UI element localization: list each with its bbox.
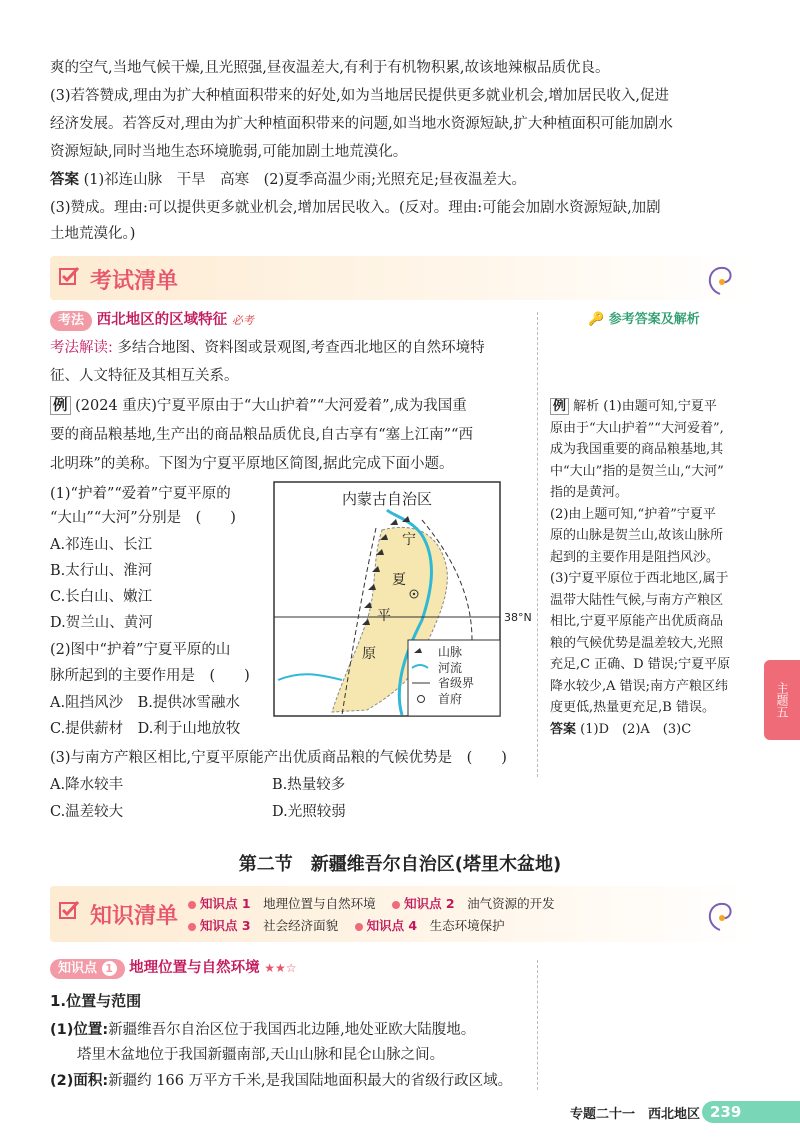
map-char-2: 夏 bbox=[392, 572, 406, 588]
q2-line-2: 脉所起到的主要作用是 ( ) bbox=[50, 668, 250, 684]
q3-option-d: D.光照较弱 bbox=[272, 804, 346, 820]
legend-mountain: 山脉 bbox=[438, 645, 463, 659]
text-line: 爽的空气,当地气候干燥,且光照强,昼夜温差大,有利于有机物积累,故该地辣椒品质优良。 bbox=[50, 60, 610, 76]
banner-title: 考试清单 bbox=[90, 269, 179, 294]
footer-chapter: 专题二十一 西北地区 bbox=[570, 1107, 701, 1122]
checkbox-icon bbox=[58, 899, 80, 921]
analysis-line: 降水较少,A 错误;南方产粮区纬 bbox=[550, 678, 729, 694]
latitude-label: 38°N bbox=[504, 611, 532, 624]
must-test-badge: 必考 bbox=[231, 314, 254, 327]
analysis-line: (2)由上题可知,“护着”宁夏平 bbox=[550, 506, 716, 522]
example-label: 例 bbox=[50, 396, 71, 415]
checkbox-icon bbox=[58, 265, 80, 287]
knowledge-point-row-2: 知识点 3 社会经济面貌 知识点 4 生态环境保护 bbox=[188, 916, 505, 934]
swirl-icon bbox=[700, 894, 740, 934]
analysis-line: 原的山脉是贺兰山,故该山脉所 bbox=[550, 528, 724, 543]
analysis-line: (3)宁夏平原位于西北地区,属于 bbox=[550, 571, 729, 586]
answer-line-2: (3)赞成。理由:可以提供更多就业机会,增加居民收入。(反对。理由:可能会加剧水资源短缺,加剧 bbox=[50, 200, 661, 216]
topic-side-tab[interactable]: 主题五 bbox=[764, 660, 800, 740]
q1-option-b: B.太行山、淮河 bbox=[50, 563, 153, 579]
q1-option-c: C.长白山、嫩江 bbox=[50, 589, 153, 605]
example-line: 例 (2024 重庆)宁夏平原由于“大山护着”“大河爱着”,成为我国重 bbox=[50, 396, 467, 416]
ningxia-map bbox=[272, 480, 532, 740]
banner-title: 知识清单 bbox=[90, 904, 179, 929]
analysis-line: 粮的气候优势是温差较大,光照 bbox=[550, 635, 724, 651]
map-legend bbox=[408, 640, 500, 716]
importance-stars: ★★☆ bbox=[264, 961, 297, 975]
column-divider-2 bbox=[537, 960, 539, 1090]
answer-line bbox=[50, 170, 526, 190]
text-line: 经济发展。若答反对,理由为扩大种植面积带来的问题,如当地水资源短缺,扩大种植面积可能加剧水 bbox=[50, 116, 673, 132]
bullet-icon bbox=[188, 901, 196, 909]
q3-line: (3)与南方产粮区相比,宁夏平原能产出优质商品粮的气候优势是 ( ) bbox=[50, 750, 507, 766]
q1-line-2: “大山”“大河”分别是 ( ) bbox=[50, 510, 236, 526]
kaofa-title: 西北地区的区域特征 bbox=[96, 312, 228, 328]
analysis-line: 例 解析 (1)由题可知,宁夏平 bbox=[550, 396, 750, 418]
section-title: 第二节 新疆维吾尔自治区(塔里木盆地) bbox=[238, 854, 562, 875]
q1-option-d: D.贺兰山、黄河 bbox=[50, 615, 153, 631]
kp1-header bbox=[50, 958, 297, 979]
analysis-line: 充足,C 正确、D 错误;宁夏平原 bbox=[550, 657, 731, 672]
bullet-icon bbox=[392, 901, 400, 909]
legend-capital: 首府 bbox=[438, 692, 463, 706]
analysis-line: 度更低,热量更充足,B 错误。 bbox=[550, 700, 715, 715]
q1-line: (1)“护着”“爱着”宁夏平原的 bbox=[50, 486, 231, 502]
area-line: (2)面积:新疆约 166 万平方千米,是我国陆地面积最大的省级行政区域。 bbox=[50, 1073, 513, 1089]
q3-option-c: C.温差较大 bbox=[50, 804, 124, 820]
page-number: 239 bbox=[702, 1101, 800, 1123]
knowledge-point-row-1: 知识点 1 地理位置与自然环境 知识点 2 油气资源的开发 bbox=[188, 894, 555, 912]
answer-line-3: 土地荒漠化。) bbox=[50, 226, 136, 242]
reference-answer-header: 🔑 参考答案及解析 bbox=[588, 312, 700, 327]
swirl-icon bbox=[700, 258, 740, 298]
map-char-4: 原 bbox=[362, 646, 376, 662]
kaofa-tag: 考法 bbox=[50, 311, 92, 331]
kaofa-interp-2: 征、人文特征及其相互关系。 bbox=[50, 368, 239, 384]
legend-boundary: 省级界 bbox=[438, 676, 475, 690]
kp-title: 地理位置与自然环境 bbox=[129, 960, 260, 976]
kp-tag: 知识点 1 bbox=[50, 959, 125, 979]
analysis-line: 成为我国重要的商品粮基地,其 bbox=[550, 442, 724, 457]
legend-river: 河流 bbox=[438, 661, 463, 675]
analysis-line: 指的是黄河。 bbox=[550, 485, 629, 500]
column-divider bbox=[537, 312, 539, 777]
map-char-3: 平 bbox=[377, 608, 391, 624]
position-line-2: 塔里木盆地位于我国新疆南部,天山山脉和昆仑山脉之间。 bbox=[77, 1047, 445, 1063]
region-label: 内蒙古自治区 bbox=[342, 490, 433, 508]
answer-label: 答案 bbox=[50, 172, 79, 188]
analysis-line: 相比,宁夏平原能产出优质商品 bbox=[550, 614, 724, 629]
example-line-2: 要的商品粮基地,生产出的商品粮品质优良,自古享有“塞上江南”“西 bbox=[50, 427, 473, 443]
knowledge-checklist-banner bbox=[50, 886, 750, 942]
analysis-line: 原由于“大山护着”“大河爱着”, bbox=[550, 420, 724, 436]
bullet-icon bbox=[188, 923, 196, 931]
q2-options-1: A.阻挡风沙 B.提供冰雪融水 bbox=[50, 695, 240, 711]
q2-line: (2)图中“护着”宁夏平原的山 bbox=[50, 642, 231, 658]
analysis-panel bbox=[550, 396, 750, 740]
exam-checklist-banner bbox=[50, 256, 750, 300]
analysis-line: 中“大山”指的是贺兰山,“大河” bbox=[550, 463, 724, 479]
kaofa-interp: 考法解读: 多结合地图、资料图或景观图,考查西北地区的自然环境特 bbox=[50, 340, 485, 356]
interp-label: 考法解读: bbox=[50, 340, 113, 356]
analysis-answer: 答案 (1)D (2)A (3)C bbox=[550, 721, 692, 737]
map-char-1: 宁 bbox=[402, 532, 416, 548]
q2-options-2: C.提供薪材 D.利于山地放牧 bbox=[50, 721, 241, 737]
q3-option-b: B.热量较多 bbox=[272, 777, 346, 793]
text-line: (3)若答赞成,理由为扩大种植面积带来的好处,如为当地居民提供更多就业机会,增加居民收入,促进 bbox=[50, 88, 669, 104]
subsection-title: 1.位置与范围 bbox=[50, 992, 142, 1010]
answer-text: (1)祁连山脉 干旱 高寒 (2)夏季高温少雨;光照充足;昼夜温差大。 bbox=[83, 172, 526, 188]
bullet-icon bbox=[355, 923, 363, 931]
key-icon: 🔑 bbox=[588, 312, 605, 327]
q3-option-a: A.降水较丰 bbox=[50, 777, 124, 793]
text-line: 资源短缺,同时当地生态环境脆弱,可能加剧土地荒漠化。 bbox=[50, 144, 408, 160]
kaofa-header bbox=[50, 310, 254, 331]
analysis-line: 温带大陆性气候,与南方产粮区 bbox=[550, 592, 724, 608]
example-line-3: 北明珠”的美称。下图为宁夏平原地区简图,据此完成下面小题。 bbox=[50, 456, 454, 472]
position-line: (1)位置:新疆维吾尔自治区位于我国西北边陲,地处亚欧大陆腹地。 bbox=[50, 1022, 476, 1038]
q1-option-a: A.祁连山、长江 bbox=[50, 537, 153, 553]
analysis-line: 起到的主要作用是阻挡风沙。 bbox=[550, 549, 720, 565]
